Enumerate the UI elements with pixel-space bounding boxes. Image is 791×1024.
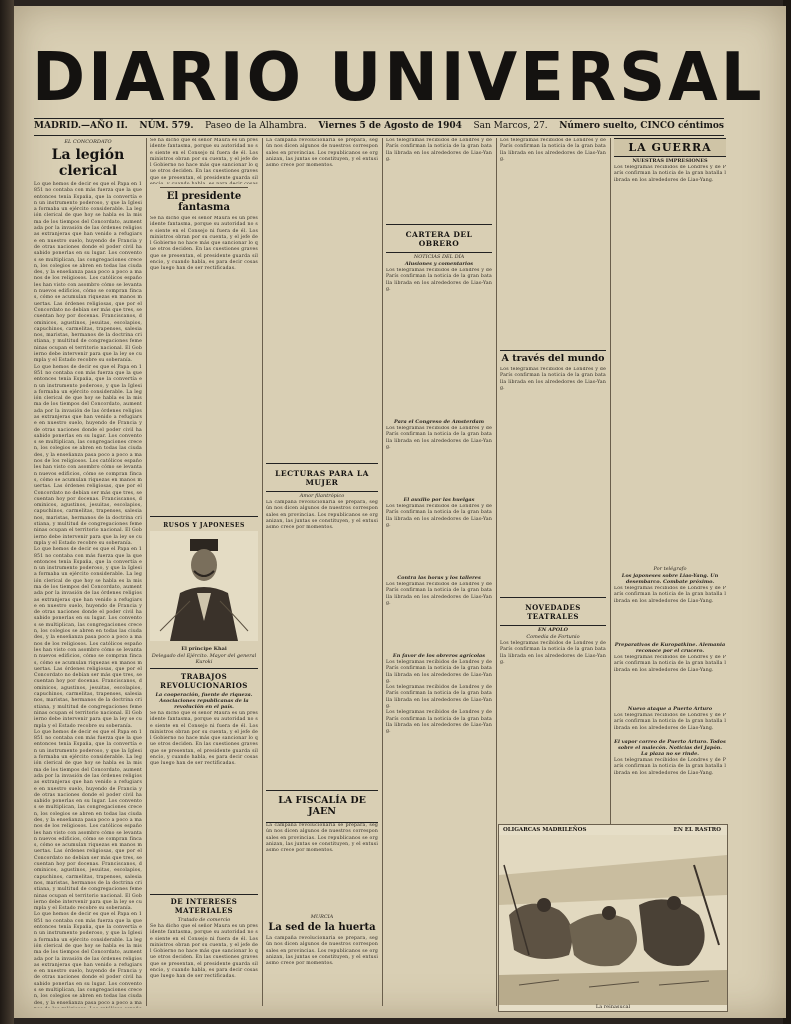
article-body: Lo que hemos de decir es que el Papa en 1851 no contaba con más fuerza que la que entonces tenía España, que la convertía en un instrumento poderoso, y que la Iglesia formaba un ejército considerable. La legión clerical de que hoy se habla es la misma de los tiempos del Concordato, aumentada por la invasión de las órdenes religiosas extranjeras que han venido a refugiarse en nuestro suelo, huyendo de Francia y de otras naciones donde el poder civil ha sabido ponerlas en su lugar. Los conventos se multiplican, las congregaciones crecen, los colegios se abren en todas las ciudades, y la enseñanza pasa poco a poco a manos de los religiosos. Los católicos españoles han visto con asombro cómo se levantan nuevos edificios, cómo se compran fincas, cómo se acumulan riquezas en manos muertas. Las órdenes religiosas, que por el Concordato no debían ser más que tres, se cuentan hoy por docenas. Franciscanos, dominicos, agustinos, jesuitas, escolapios, capuchinos, carmelitas, trapenses, salesianos, maristas, hermanos de la doctrina cristiana, y multitud de congregaciones femeninas ocupan el territorio nacional. El Gobierno debe intervenir para que la ley se cumpla y el Estado recobre su soberanía.: [34, 729, 142, 912]
binding-edge: [0, 0, 14, 1024]
market-illustration: [498, 824, 728, 1012]
column-rule: [146, 138, 147, 1006]
price: Número suelto, CINCO céntimos: [559, 121, 724, 131]
article-body: Los telegramas recibidos de Londres y de París confirman la noticia de la gran batalla librada en los alrededores de Liao-Yang.: [386, 582, 492, 606]
figure-caption: La reinasucal: [595, 1004, 631, 1010]
article-body: Los telegramas recibidos de Londres y de París confirman la noticia de la gran batalla librada en los alrededores de Liao-Yang.: [614, 758, 726, 776]
article-body: Los telegramas recibidos de Londres y de París confirman la noticia de la gran batalla librada en los alrededores de Liao-Yang.: [500, 138, 606, 162]
article-body: Lo que hemos de decir es que el Papa en 1851 no contaba con más fuerza que la que entonces tenía España, que la convertía en un instrumento poderoso, y que la Iglesia formaba un ejército considerable. La legión clerical de que hoy se habla es la misma de los tiempos del Concordato, aumentada por la invasión de las órdenes religiosas extranjeras que han venido a refugiarse en nuestro suelo, huyendo de Francia y de otras naciones donde el poder civil ha sabido ponerlas en su lugar. Los conventos se multiplican, las congregaciones crecen, los colegios se abren en todas las ciudades, y la enseñanza pasa poco a poco a manos de los religiosos. Los católicos españoles han visto con asombro cómo se levantan nuevos edificios, cómo se compran fincas, cómo se acumulan riquezas en manos muertas. Las órdenes religiosas, que por el Concordato no debían ser más que tres, se cuentan hoy por docenas. Franciscanos, dominicos, agustinos, jesuitas, escolapios, capuchinos, carmelitas, trapenses, salesianos, maristas, hermanos de la doctrina cristiana, y multitud de congregaciones femeninas ocupan el territorio nacional. El Gobierno debe intervenir para que la ley se cumpla y el Estado recobre su soberanía.: [34, 547, 142, 729]
article-body: Se ha dicho que el señor Maura es un presidente fantasma, porque su autoridad no se siente en el Consejo ni fuera de él. Los ministros obran por su cuenta, y el jefe del Gobierno no hace más que sancionar lo que otros deciden. En las cuestiones graves que se presentan, el presidente guarda silencio, y cuando habla, es para decir cosas que luego han de ser rectificadas.: [150, 711, 258, 767]
article-body: Lo que hemos de decir es que el Papa en 1851 no contaba con más fuerza que la que entonces tenía España, que la convertía en un instrumento poderoso, y que la Iglesia formaba un ejército considerable. La legión clerical de que hoy se habla es la misma de los tiempos del Concordato, aumentada por la invasión de las órdenes religiosas extranjeras que han venido a refugiarse en nuestro suelo, huyendo de Francia y de otras naciones donde el poder civil ha sabido ponerlas en su lugar. Los conventos se multiplican, las congregaciones crecen, los colegios se abren en todas las ciudades, y la enseñanza pasa poco a poco a ma: [34, 912, 142, 1006]
section-headline: LECTURAS PARA LA MUJER: [275, 469, 369, 487]
section-headline: NOVEDADES TEATRALES: [525, 603, 581, 621]
article-body: Se ha dicho que el señor Maura es un presidente fantasma, porque su autoridad no se siente en el Consejo ni fuera de él. Los ministros obran por su cuenta, y el jefe del Gobierno no hace más que sancionar lo que otros deciden. En las cuestiones graves que se presentan, el presidente guarda silencio, y cuando habla, es para decir cosas que luego han de ser rectificadas.: [150, 924, 258, 980]
article-headline: El presidente fantasma: [166, 191, 242, 213]
article-body: La campaña revolucionaria se prepara, según nos dicen algunos de nuestros corresponsales en provincias. Los republicanos se organizan, las juntas se constituyen, y el entusiasmo crece por momentos.: [266, 823, 378, 854]
article-body: Los telegramas recibidos de Londres y de París confirman la noticia de la gran batalla librada en los alrededores de Liao-Yang.: [614, 165, 726, 183]
article-subhead: La cooperación, fuente de riqueza. Asociaciones republicanas de la revolución en el país.: [155, 692, 253, 710]
article-body: Los telegramas recibidos de Londres y de París confirman la noticia de la gran batalla librada en los alrededores de Liao-Yang.: [386, 504, 492, 528]
article-subhead: Nuevo ataque a Puerto Arturo: [627, 706, 713, 712]
article-body: Lo que hemos de decir es que el Papa en 1851 no contaba con más fuerza que la que entonces tenía España, que la convertía en un instrumento poderoso, y que la Iglesia formaba un ejército considerable. La legión clerical de que hoy se habla es la misma de los tiempos del Concordato, aumentada por la invasión de las órdenes religiosas extranjeras que han venido a refugiarse en nuestro suelo, huyendo de Francia y de otras naciones donde el poder civil ha sabido ponerlas en su lugar. Los conventos se multiplican, las congregaciones crecen, los colegios se abren en todas las ciudades, y la enseñanza pasa poco a poco a manos de los religiosos. Los católicos españoles han visto con asombro cómo se levantan nuevos edificios, cómo se compran fincas, cómo se acumulan riquezas en manos muertas. Las órdenes religiosas, que por el Concordato no debían ser más que tres, se cuentan hoy por docenas. Franciscanos, dominicos, agustinos, jesuitas, escolapios, capuchinos, carmelitas, trapenses, salesianos, maristas, hermanos de la doctrina cristiana, y multitud de congregaciones femeninas ocupan el territorio nacional. El Gobierno debe intervenir para que la ley se cumpla y el Estado recobre su soberanía.: [34, 364, 142, 546]
article-body: Los telegramas recibidos de Londres y de París confirman la noticia de la gran batalla librada en los alrededores de Liao-Yang.: [500, 641, 606, 665]
separator: [160, 187, 248, 188]
address: Paseo de la Alhambra.: [205, 121, 307, 131]
column-1: [34, 138, 142, 1008]
newspaper-page: [14, 6, 786, 1018]
article-headline: La sed de la huerta: [268, 922, 376, 933]
article-headline: A través del mundo: [500, 350, 606, 364]
article-subhead: Contra las horas y los talleres: [397, 575, 481, 581]
article-subhead: En favor de los obreros agrícolas: [392, 653, 486, 659]
article-body: Se ha dicho que el señor Maura es un presidente fantasma, porque su autoridad no se siente en el Consejo ni fuera de él. Los ministros obran por su cuenta, y el jefe del Gobierno no hace más que sancionar lo que otros deciden. En las cuestiones graves que se presentan, el presidente guarda silencio, y cuando habla, es para decir cosas que luego han de ser rectificadas.: [150, 216, 258, 272]
column-5: [500, 138, 606, 758]
figure-caption-2: Delegado del Ejército. Mayor del general Kuroki: [151, 653, 257, 665]
masthead-infobar: [34, 119, 724, 133]
article-body: Los telegramas recibidos de Londres y de París confirman la noticia de la gran batalla librada en los alrededores de Liao-Yang.: [386, 268, 492, 292]
article-body: Los telegramas recibidos de Londres y de París confirman la noticia de la gran batalla librada en los alrededores de Liao-Yang.: [386, 660, 492, 684]
figure-title: RUSOS Y JAPONESES: [163, 522, 245, 529]
masthead-title: DIARIO UNIVERSAL: [32, 39, 765, 117]
section-header-box: [500, 597, 606, 626]
figure-title: OLIGARCAS MADRILEÑOS: [503, 827, 587, 833]
column-rule: [382, 138, 383, 1006]
article-body: Los telegramas recibidos de Londres y de París confirman la noticia de la gran batalla librada en los alrededores de Liao-Yang.: [386, 138, 492, 162]
masthead-rule-bottom: [34, 135, 724, 136]
article-body: Los telegramas recibidos de Londres y de París confirman la noticia de la gran batalla librada en los alrededores de Liao-Yang.: [500, 367, 606, 391]
section-subhead: NOTICIAS DEL DÍA: [413, 254, 465, 260]
article-subhead: Alusiones y comentarios: [404, 261, 474, 267]
section-header-box: [614, 138, 726, 157]
illustration-box: [150, 516, 258, 669]
article-subhead: Comedia de Fortunio: [526, 634, 580, 640]
article-subhead: EN APOLO: [538, 627, 568, 633]
article-body: Lo que hemos de decir es que el Papa en 1851 no contaba con más fuerza que la que entonces tenía España, que la convertía en un instrumento poderoso, y que la Iglesia formaba un ejército considerable. La legión clerical de que hoy se habla es la misma de los tiempos del Concordato, aumentada por la invasión de las órdenes religiosas extranjeras que han venido a refugiarse en nuestro suelo, huyendo de Francia y de otras naciones donde el poder civil ha sabido ponerlas en su lugar. Los conventos se multiplican, las congregaciones crecen, los colegios se abren en todas las ciudades, y la enseñanza pasa poco a poco a manos de los religiosos. Los católicos españoles han visto con asombro cómo se levantan nuevos edificios, cómo se compran fincas, cómo se acumulan riquezas en manos muertas. Las órdenes religiosas, que por el Concordato no debían ser más que tres, se cuentan hoy por docenas. Franciscanos, dominicos, agustinos, jesuitas, escolapios, capuchinos, carmelitas, trapenses, salesianos, maristas, hermanos de la doctrina cristiana, y multitud de congregaciones femeninas ocupan el territorio nacional. El Gobierno debe intervenir para que la ley se cumpla y el Estado recobre su soberanía.: [34, 182, 142, 364]
article-subhead: Amor filantrópico: [299, 493, 345, 499]
figure-title-right: EN EL RASTRO: [673, 827, 721, 833]
section-kicker: MURCIA: [310, 914, 334, 920]
article-headline: TRABAJOS REVOLUCIONARIOS: [160, 672, 248, 690]
article-body: La campaña revolucionaria se prepara, según nos dicen algunos de nuestros corresponsales en provincias. Los republicanos se organizan, las juntas se constituyen, y el entusiasmo crece por momentos.: [266, 500, 378, 531]
article-body: Los telegramas recibidos de Londres y de París confirman la noticia de la gran batalla librada en los alrededores de Liao-Yang.: [386, 426, 492, 450]
place-year: MADRID.—AÑO II.: [34, 121, 128, 131]
article-headline: DE INTERESES MATERIALES: [150, 894, 258, 915]
article-subhead: Preparativos de Kuropatkine. Alemania reconoce por el crucero.: [614, 642, 726, 654]
column-3: [266, 138, 378, 1008]
section-headline: CARTERA DEL OBRERO: [405, 230, 473, 248]
article-body: Los telegramas recibidos de Londres y de París confirman la noticia de la gran batalla librada en los alrededores de Liao-Yang.: [614, 586, 726, 604]
column-rule: [262, 138, 263, 1006]
article-kicker: Por telégrafo: [653, 566, 687, 572]
article-body: Se ha dicho que el señor Maura es un presidente fantasma, porque su autoridad no se siente en el Consejo ni fuera de él. Los ministros obran por su cuenta, y el jefe del Gobierno no hace más que sancionar lo que otros deciden. En las cuestiones graves que se presentan, el presidente guarda sil: [150, 138, 258, 181]
article-body: Los telegramas recibidos de Londres y de París confirman la noticia de la gran batalla librada en los alrededores de Liao-Yang.: [614, 713, 726, 731]
article-kicker: EL CONCORDATO: [64, 139, 112, 145]
column-rule: [496, 138, 497, 1006]
column-6: [614, 138, 726, 822]
section-headline: LA FISCALÍA DE JAEN: [278, 795, 366, 817]
article-body: La campaña revolucionaria se prepara, según nos dicen algunos de nuestros corresponsales en provincias. Los republicanos se organizan, las juntas se constituyen, y el entusiasmo crece por momentos.: [266, 936, 378, 967]
article-body: Los telegramas recibidos de Londres y de París confirman la noticia de la gran batalla librada en los alrededores de Liao-Yang.: [386, 685, 492, 710]
article-subhead: Tratado de comercio: [177, 917, 231, 923]
column-4: [386, 138, 492, 1008]
figure-caption: El príncipe Khai: [181, 646, 227, 652]
article-body: Los telegramas recibidos de Londres y de París confirman la noticia de la gran batalla librada en los alrededores de Liao-Yang.: [614, 655, 726, 673]
article-subhead: Los japoneses sobre Liao-Yang. Un desembarco. Combate próximo.: [621, 573, 719, 585]
section-header-box: [266, 790, 378, 823]
article-body: Los telegramas recibidos de Londres y de París confirman la noticia de la gran batalla librada en los alrededores de Liao-Yang.: [386, 710, 492, 735]
issue-date: Viernes 5 de Agosto de 1904: [318, 121, 462, 131]
article-subhead: Para el Congreso de Amsterdam: [393, 419, 484, 425]
issue-number: NÚM. 579.: [139, 121, 194, 131]
section-header-box: [386, 224, 492, 253]
portrait-illustration: [150, 531, 258, 641]
article-subhead: El vapor correo de Puerto Arturo. Todos sobre el malecón. Noticias del Japón. La plaza no se rinde.: [614, 739, 726, 757]
section-header-box: [266, 463, 378, 492]
article-headline: La legión clerical: [51, 147, 125, 179]
article-subhead: El auxilio por las huelgas: [403, 497, 475, 503]
address-2: San Marcos, 27.: [473, 121, 548, 131]
market-scene-drawing: [499, 835, 727, 1005]
section-subhead: NUESTRAS IMPRESIONES: [632, 158, 708, 164]
section-headline: LA GUERRA: [628, 141, 712, 154]
column-2: [150, 138, 258, 1008]
article-body: La campaña revolucionaria se prepara, según nos dicen algunos de nuestros corresponsales en provincias. Los republicanos se organizan, las juntas se constituyen, y el entusiasmo crece por momentos.: [266, 138, 378, 169]
